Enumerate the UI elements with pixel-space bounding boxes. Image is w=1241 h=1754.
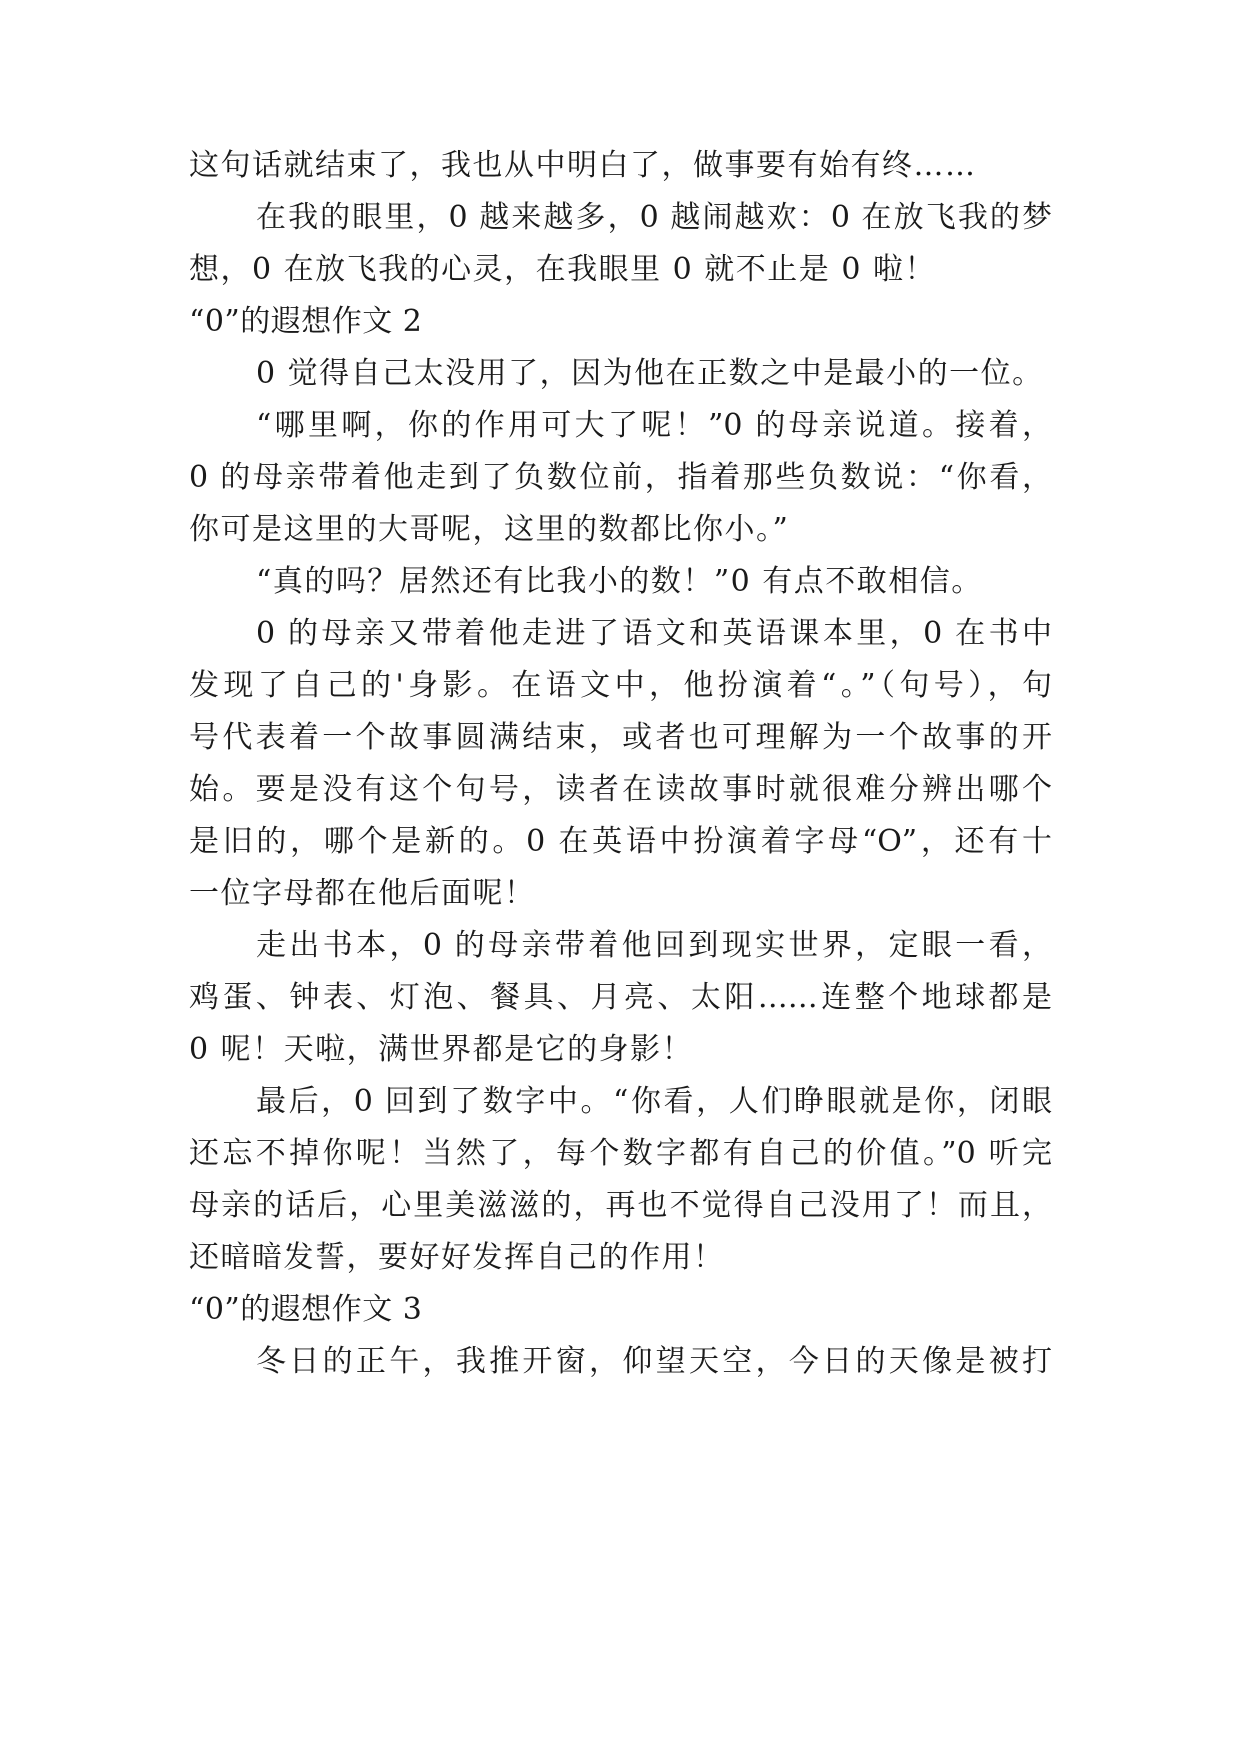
paragraph-line: 0 呢！天啦，满世界都是它的身影！ [189, 1032, 694, 1067]
paragraph-line: 你可是这里的大哥呢，这里的数都比你小。” [189, 512, 790, 547]
paragraph-line: 发现了自己的'身影。在语文中，他扮演着“。”（句号），句 [189, 668, 1052, 703]
paragraph-line: 在我的眼里，0 越来越多，0 越闹越欢：0 在放飞我的梦 [256, 200, 1052, 235]
paragraph-line: 走出书本，0 的母亲带着他回到现实世界，定眼一看， [256, 928, 1052, 963]
section-heading: “0”的遐想作文 3 [189, 1292, 423, 1327]
section-heading: “0”的遐想作文 2 [189, 304, 423, 339]
paragraph-line: 0 的母亲带着他走到了负数位前，指着那些负数说：“你看， [189, 460, 1052, 495]
paragraph-line: 号代表着一个故事圆满结束，或者也可理解为一个故事的开 [189, 720, 1052, 755]
paragraph-line: 0 的母亲又带着他走进了语文和英语课本里，0 在书中 [256, 616, 1052, 651]
paragraph-line: 0 觉得自己太没用了，因为他在正数之中是最小的一位。 [256, 356, 1044, 391]
paragraph-line: 一位字母都在他后面呢！ [189, 876, 536, 911]
paragraph-line: 这句话就结束了，我也从中明白了，做事要有始有终…… [189, 148, 977, 183]
paragraph-line: 鸡蛋、钟表、灯泡、餐具、月亮、太阳……连整个地球都是 [189, 980, 1052, 1015]
paragraph-line: 冬日的正午，我推开窗，仰望天空，今日的天像是被打 [256, 1344, 1052, 1379]
paragraph-line: 还暗暗发誓，要好好发挥自己的作用！ [189, 1240, 725, 1275]
paragraph-line: 母亲的话后，心里美滋滋的，再也不觉得自己没用了！而且， [189, 1188, 1052, 1223]
paragraph-line: “真的吗？居然还有比我小的数！”0 有点不敢相信。 [256, 564, 983, 599]
paragraph-line: 还忘不掉你呢！当然了，每个数字都有自己的价值。”0 听完 [189, 1136, 1052, 1171]
paragraph-line: 是旧的，哪个是新的。0 在英语中扮演着字母“O”，还有十 [189, 824, 1052, 859]
paragraph-line: 最后，0 回到了数字中。“你看，人们睁眼就是你，闭眼 [256, 1084, 1052, 1119]
paragraph-line: 想，0 在放飞我的心灵，在我眼里 0 就不止是 0 啦！ [189, 252, 936, 287]
paragraph-line: 始。要是没有这个句号，读者在读故事时就很难分辨出哪个 [189, 772, 1052, 807]
paragraph-line: “哪里啊，你的作用可大了呢！”0 的母亲说道。接着， [256, 408, 1052, 443]
